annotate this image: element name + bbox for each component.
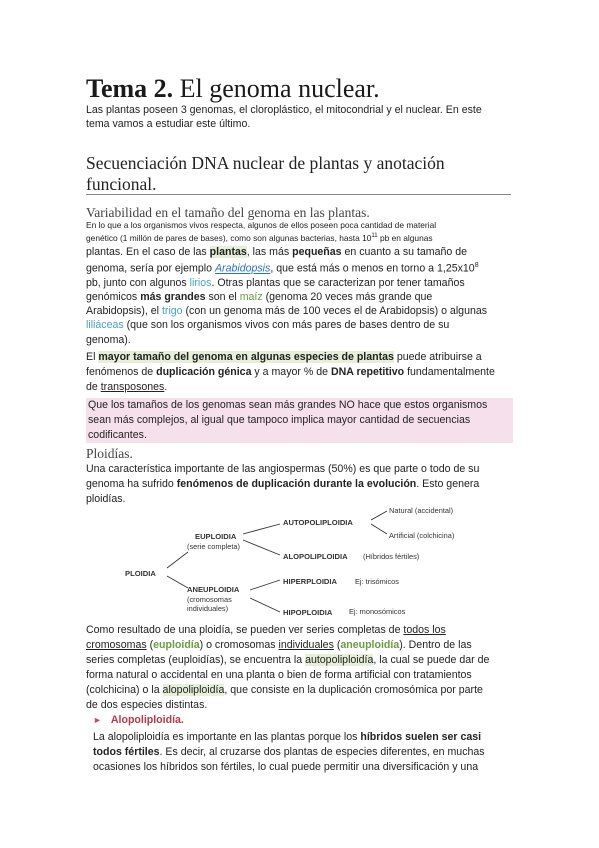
paragraph-alopoliploidia: La alopoliploidía es importante en las plantas porque los híbridos suelen ser casi todos fértiles. Es decir, al cruzarse dos plantas de especies diferentes, en muchas ocasiones los híbridos son fértiles, lo cual puede permitir una diversificación y una — [93, 731, 485, 773]
node-hiperploidia: HIPERPLOIDIA — [283, 577, 338, 586]
paragraph-ploidias: Una característica importante de las angiospermas (50%) es que parte o todo de su genoma ha sufrido fenómenos de duplicación durante la evolución. Esto genera ploidías. — [86, 463, 480, 505]
label-artificial: Artificial (colchicina) — [389, 531, 455, 540]
label-cromosomas: (cromosomas — [187, 595, 232, 604]
line-ploidia-aneuploidia — [167, 576, 188, 588]
paragraph-variability: En lo que a los organismos vivos respecta, algunos de ellos poseen poca cantidad de material genético (1 millón de pares de bases), como son algunas bacterias, hasta $10^{11}$ pb en algunas plantas. En el caso de las plantas, las más pequeñas en cuanto a su tamaño de genoma, sería por ejemplo Arabidopsis, que está más o menos en torno a $1,25x10^8$ pb, junto con algunos lirios. Otras plantas que se caracterizan por tener tamaños genómicos más grandes son el maíz (genoma 20 veces más grande que Arabidopsis), el trigo (con un genoma más de 100 veces el de Arabidopsis) o algunas liliáceas (que son los organismos vivos con más pares de bases dentro de su genoma). — [86, 220, 488, 346]
line-aneuploidia-hiper — [250, 580, 280, 590]
node-alopoliploidia: ALOPOLIPLOIDIA — [283, 552, 348, 561]
subheading-variability: Variabilidad en el tamaño del genoma en las plantas. — [86, 205, 370, 220]
line-euploidia-auto — [243, 524, 280, 534]
node-ploidia: PLOIDIA — [125, 569, 156, 578]
line-auto-artificial — [371, 524, 387, 534]
line-ploidia-euploidia — [167, 552, 188, 568]
label-serie-completa: (serie completa) — [187, 542, 240, 551]
subheading-ploidias: Ploidías. — [86, 446, 133, 461]
paragraph-genome-size: El mayor tamaño del genoma en algunas especies de plantas puede atribuirse a fenómenos de duplicación génica y a mayor % de DNA repetitivo fundamentalmente de transposones. — [86, 351, 495, 393]
intro-paragraph: Las plantas poseen 3 genomas, el cloroplástico, el mitocondrial y el nuclear. En este tema vamos a estudiar este último. — [86, 104, 482, 131]
node-euploidia: EUPLOIDIA — [195, 532, 237, 541]
label-monosomicos: Ej: monosómicos — [349, 607, 406, 616]
line-aneuploidia-hipo — [250, 598, 280, 612]
section-heading: Secuenciación DNA nuclear de plantas y anotación funcional. — [86, 153, 445, 194]
bullet-arrow-icon: ► — [93, 715, 102, 725]
note-text: Que los tamaños de los genomas sean más grandes NO hace que estos organismos sean más complejos, al igual que tampoco implica mayor cantidad de secuencias codificantes. — [88, 399, 488, 441]
line-auto-natural — [371, 511, 387, 520]
ploidy-diagram — [115, 500, 485, 622]
label-trisomicos: Ej: trisómicos — [355, 577, 399, 586]
label-natural: Natural (accidental) — [389, 506, 454, 515]
label-individuales: individuales) — [187, 604, 229, 613]
bullet-alopoliploidia: ► Alopoliploidía. — [93, 714, 184, 726]
node-hipoploidia: HIPOPLOIDIA — [283, 608, 333, 617]
paragraph-ploidy-result: Como resultado de una ploidía, se pueden ver series completas de todos los cromosomas (euploidía) o cromosomas individuales (aneuploidía). Dentro de las series completas (euploidías), se encuentra la autopoliploidía, la cual se puede dar de forma natural o accidental en una planta o bien de forma artificial con tratamientos (colchicina) o la alopoliploidía, que consiste en la duplicación cromosómica por parte de dos especies distintas. — [86, 624, 490, 711]
section-divider — [86, 194, 511, 195]
line-euploidia-alo — [243, 540, 280, 555]
node-autopoliploidia: AUTOPOLIPLOIDIA — [283, 518, 353, 527]
node-aneuploidia: ANEUPLOIDIA — [187, 585, 240, 594]
label-hibridos: (Híbridos fértiles) — [363, 552, 420, 561]
page-title: Tema 2. El genoma nuclear. — [86, 74, 380, 103]
arabidopsis-link[interactable]: Arabidopsis — [214, 262, 271, 275]
